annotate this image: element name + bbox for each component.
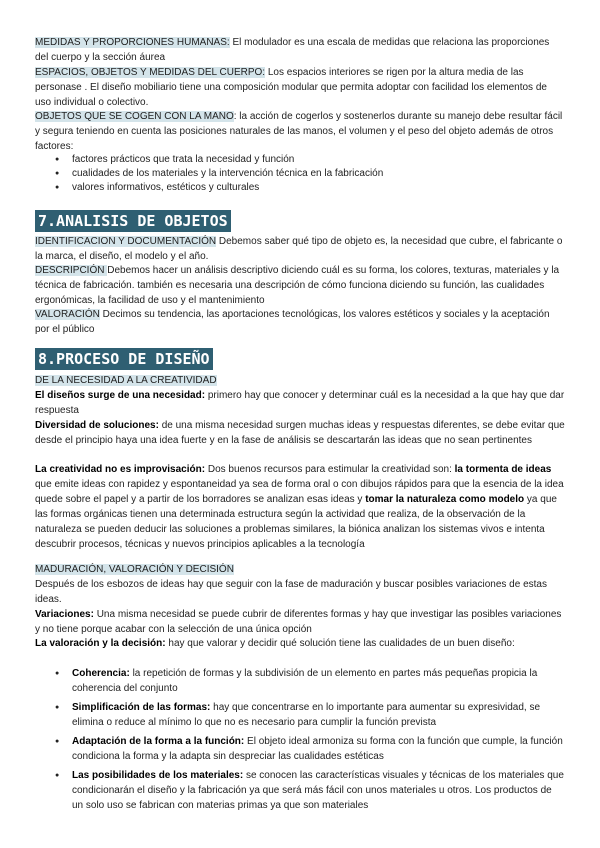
descripcion-paragraph bbox=[35, 263, 565, 308]
valoracion-label: VALORACIÓN bbox=[35, 309, 100, 320]
tormenta-label: la tormenta de ideas bbox=[454, 464, 552, 475]
objetos-paragraph bbox=[35, 109, 565, 154]
section-8-heading: 8.PROCESO DE DISEÑO bbox=[35, 348, 213, 370]
adaptacion-text: El objeto ideal armoniza su forma con la función que cumple, la función condiciona la forma y la adapta sin despreciar las cualidades estéticas bbox=[72, 736, 563, 762]
descripcion-text: Debemos hacer un análisis descriptivo diciendo cuál es su forma, los colores, texturas, materiales y la técnica de fabricación. también es necesaria una descripción de cómo funciona diciendo su función, las cualidades ergonómicas, la facilidad de uso y el mantenimiento bbox=[35, 265, 560, 306]
naturaleza-label: tomar la naturaleza como modelo bbox=[365, 494, 525, 505]
simplificacion-text: hay que concentrarse en lo importante para aumentar su expresividad, se elimina o reduce al mínimo lo que no es necesario para cumplir la función prevista bbox=[72, 702, 541, 728]
list-item: ● factores prácticos que trata la necesidad y función bbox=[0, 153, 565, 167]
criterios-list bbox=[0, 666, 565, 817]
creatividad-text: que emite ideas con rapidez y espontaneidad ya sea de forma oral o con dibujos rápidos para que la esencia de la idea quede sobre el papel y a partir de los borradores se analizan esas ideas y bbox=[35, 479, 564, 505]
section-7-heading: 7.ANALISIS DE OBJETOS bbox=[35, 210, 231, 232]
materiales-label: Las posibilidades de los materiales: bbox=[72, 770, 244, 781]
espacios-text: Los espacios interiores se rigen por la altura media de las personase . El diseño mobiliario tiene una composición modular que permita adoptar con facilidad los elementos de uso individual o colectivo. bbox=[35, 67, 547, 108]
variaciones-text: Una misma necesidad se puede cubrir de diferentes formas y hay que investigar las posibles variaciones y no tiene porque acabar con la selección de una única opción bbox=[35, 609, 562, 635]
variaciones-label: Variaciones: bbox=[35, 609, 94, 620]
subsection-maduracion-label: MADURACIÓN, VALORACIÓN Y DECISIÓN bbox=[35, 564, 234, 575]
diversidad-paragraph bbox=[35, 418, 565, 448]
medidas-paragraph bbox=[35, 35, 565, 65]
creatividad-text: ya que las formas orgánicas tienen una determinada estructura según la actividad que realiza, de la observación de la naturaleza se pueden deducir las soluciones a problemas similares, la biónica analizan los sistemas vivos e intenta descubrir procesos, técnicas y nuevos principios aplicables a la tecnología bbox=[35, 494, 557, 550]
valoracion-decision-text: hay que valorar y decidir qué solución tiene las cualidades de un buen diseño: bbox=[165, 638, 515, 649]
valoracion-paragraph bbox=[35, 307, 565, 337]
objetos-text: : la acción de cogerlos y sostenerlos durante su manejo debe resultar fácil y segura teniendo en cuenta las posiciones naturales de las manos, el volumen y el peso del objeto además de otros factores: bbox=[35, 111, 563, 152]
diversidad-text: de una misma necesidad surgen muchas ideas y respuestas diferentes, se debe evitar que desde el principio haya una idea fuerte y en la fase de análisis se descartarán las ideas que no sean pertinentes bbox=[35, 420, 565, 446]
maduracion-paragraph bbox=[35, 577, 565, 607]
surge-label: El diseños surge de una necesidad: bbox=[35, 390, 206, 401]
coherencia-text: la repetición de formas y la subdivisión de un elemento en partes más pequeñas propicia la coherencia del conjunto bbox=[72, 668, 538, 694]
variaciones-paragraph bbox=[35, 607, 565, 637]
surge-paragraph bbox=[35, 388, 565, 418]
factores-list bbox=[0, 153, 565, 195]
simplificacion-label: Simplificación de las formas: bbox=[72, 702, 211, 713]
list-item bbox=[0, 666, 565, 696]
maduracion-text: Después de los esbozos de ideas hay que seguir con la fase de maduración y buscar posibles variaciones de estas ideas. bbox=[35, 579, 547, 605]
subsection-maduracion bbox=[35, 562, 565, 577]
coherencia-label: Coherencia: bbox=[72, 668, 130, 679]
valoracion-text: Decimos su tendencia, las aportaciones tecnológicas, los valores estéticos y sociales y la aceptación por el público bbox=[35, 309, 550, 335]
list-item bbox=[0, 734, 565, 764]
creatividad-text: Dos buenos recursos para estimular la creatividad son: bbox=[205, 464, 455, 475]
subsection-necesidad-label: DE LA NECESIDAD A LA CREATIVIDAD bbox=[35, 375, 217, 386]
espacios-label: ESPACIOS, OBJETOS Y MEDIDAS DEL CUERPO: bbox=[35, 67, 266, 78]
materiales-text: se conocen las características visuales y técnicas de los materiales que condicionarán el diseño y la fabricación ya que será más fácil con unos materiales u otros. Los productos de un solo uso se fabrican con materias primas ya que son materiales bbox=[72, 770, 564, 811]
subsection-necesidad bbox=[35, 373, 565, 388]
medidas-label: MEDIDAS Y PROPORCIONES HUMANAS: bbox=[35, 37, 230, 48]
valoracion-decision-label: La valoración y la decisión: bbox=[35, 638, 166, 649]
medidas-text: El modulador es una escala de medidas que relaciona las proporciones del cuerpo y la sección áurea bbox=[35, 37, 550, 63]
identificacion-label: IDENTIFICACION Y DOCUMENTACIÓN bbox=[35, 236, 217, 247]
espacios-paragraph bbox=[35, 65, 565, 110]
adaptacion-label: Adaptación de la forma a la función: bbox=[72, 736, 245, 747]
list-item: ● cualidades de los materiales y la intervención técnica en la fabricación bbox=[0, 167, 565, 181]
identificacion-paragraph bbox=[35, 234, 565, 264]
objetos-label: OBJETOS QUE SE COGEN CON LA MANO bbox=[35, 111, 234, 122]
surge-text: primero hay que conocer y determinar cuál es la necesidad a la que hay que dar respuesta bbox=[35, 390, 565, 416]
descripcion-label: DESCRIPCIÓN bbox=[35, 265, 108, 276]
list-item bbox=[0, 768, 565, 813]
list-item bbox=[0, 700, 565, 730]
list-item: ● valores informativos, estéticos y culturales bbox=[0, 181, 565, 195]
diversidad-label: Diversidad de soluciones: bbox=[35, 420, 159, 431]
creatividad-paragraph bbox=[35, 462, 565, 552]
creatividad-label: La creatividad no es improvisación: bbox=[35, 464, 206, 475]
identificacion-text: Debemos saber qué tipo de objeto es, la necesidad que cubre, el fabricante o la marca, el diseño, el modelo y el año. bbox=[35, 236, 563, 262]
valoracion-decision-paragraph bbox=[35, 636, 565, 651]
